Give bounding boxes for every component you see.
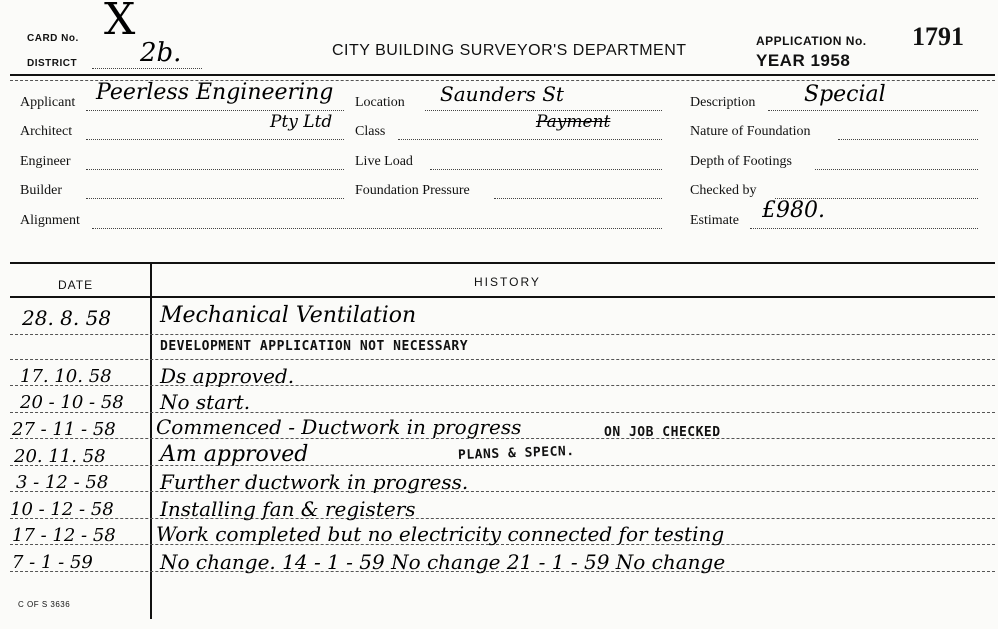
class-value: Payment (536, 112, 611, 132)
card-no-label: CARD No. (27, 33, 79, 44)
row-rule (10, 491, 995, 492)
history-entry: Mechanical Ventilation (160, 303, 417, 328)
history-date: 20 - 10 - 58 (20, 392, 124, 413)
date-column-header: DATE (58, 278, 94, 292)
foundation-pressure-line (494, 198, 662, 199)
form-code: C OF S 3636 (18, 600, 71, 609)
depth-of-footings-label: Depth of Footings (690, 154, 792, 169)
location-label: Location (355, 95, 405, 110)
application-no-label: APPLICATION No. (756, 34, 867, 48)
description-line (768, 110, 978, 111)
row-rule (10, 465, 995, 466)
alignment-line (92, 228, 662, 229)
location-line (425, 110, 662, 111)
history-entry: Am approved (160, 442, 309, 467)
alignment-label: Alignment (20, 213, 80, 228)
builder-line (86, 198, 344, 199)
row-rule (10, 412, 995, 413)
builder-label: Builder (20, 183, 62, 198)
plans-specn-stamp: PLANS & SPECN. (457, 443, 575, 464)
applicant-line (86, 110, 344, 111)
location-value: Saunders St (440, 82, 564, 106)
live-load-label: Live Load (355, 154, 413, 169)
history-date: 20. 11. 58 (14, 446, 106, 467)
development-stamp: DEVELOPMENT APPLICATION NOT NECESSARY (160, 339, 469, 354)
department-title: CITY BUILDING SURVEYOR'S DEPARTMENT (332, 42, 687, 59)
row-rule (10, 334, 995, 335)
row-rule (10, 518, 995, 519)
history-entry: Work completed but no electricity connected for testing (156, 522, 725, 546)
application-no-value: 1791 (912, 22, 964, 51)
engineer-label: Engineer (20, 154, 71, 169)
card-no-value: X (104, 0, 136, 45)
architect-label: Architect (20, 124, 73, 139)
table-header-rule (10, 296, 995, 298)
history-date: 3 - 12 - 58 (16, 472, 109, 493)
live-load-line (430, 169, 662, 170)
description-label: Description (690, 95, 756, 110)
table-top-rule (10, 262, 995, 264)
foundation-pressure-label: Foundation Pressure (355, 183, 470, 198)
district-label: DISTRICT (27, 58, 78, 69)
history-date: 10 - 12 - 58 (10, 499, 114, 520)
history-entry: No start. (160, 390, 251, 414)
history-entry: Installing fan & registers (160, 497, 416, 521)
history-entry: Commenced - Ductwork in progress (156, 415, 522, 439)
depth-of-footings-line (815, 169, 978, 170)
history-entry: Ds approved. (160, 364, 295, 388)
architect-line (86, 139, 344, 140)
checked-by-label: Checked by (690, 183, 757, 198)
applicant-value: Peerless Engineering (96, 80, 334, 105)
history-date: 17 - 12 - 58 (12, 525, 116, 546)
class-label: Class (355, 124, 386, 139)
nature-of-foundation-label: Nature of Foundation (690, 124, 811, 139)
class-line (398, 139, 662, 140)
date-column-divider (150, 264, 152, 619)
applicant-label: Applicant (20, 95, 76, 110)
history-date: 7 - 1 - 59 (12, 552, 93, 573)
estimate-line (750, 228, 978, 229)
history-date: 17. 10. 58 (20, 366, 112, 387)
engineer-line (86, 169, 344, 170)
estimate-value: £980. (762, 198, 825, 223)
header-rule (10, 74, 995, 76)
history-column-header: HISTORY (474, 275, 541, 289)
row-rule (10, 359, 995, 360)
history-entry: No change. 14 - 1 - 59 No change 21 - 1 - 59 No change (160, 550, 726, 574)
district-value: 2b. (140, 38, 182, 68)
history-date: 27 - 11 - 58 (12, 419, 116, 440)
description-value: Special (804, 82, 886, 107)
history-date: 28. 8. 58 (22, 306, 112, 330)
applicant-value-cont: Pty Ltd (270, 112, 333, 132)
district-line (92, 68, 202, 69)
year-label: YEAR 1958 (756, 51, 851, 70)
row-rule (10, 385, 995, 386)
estimate-label: Estimate (690, 213, 739, 228)
on-job-checked-stamp: ON JOB CHECKED (604, 425, 721, 440)
nature-of-foundation-line (838, 139, 978, 140)
history-entry: Further ductwork in progress. (160, 470, 469, 494)
